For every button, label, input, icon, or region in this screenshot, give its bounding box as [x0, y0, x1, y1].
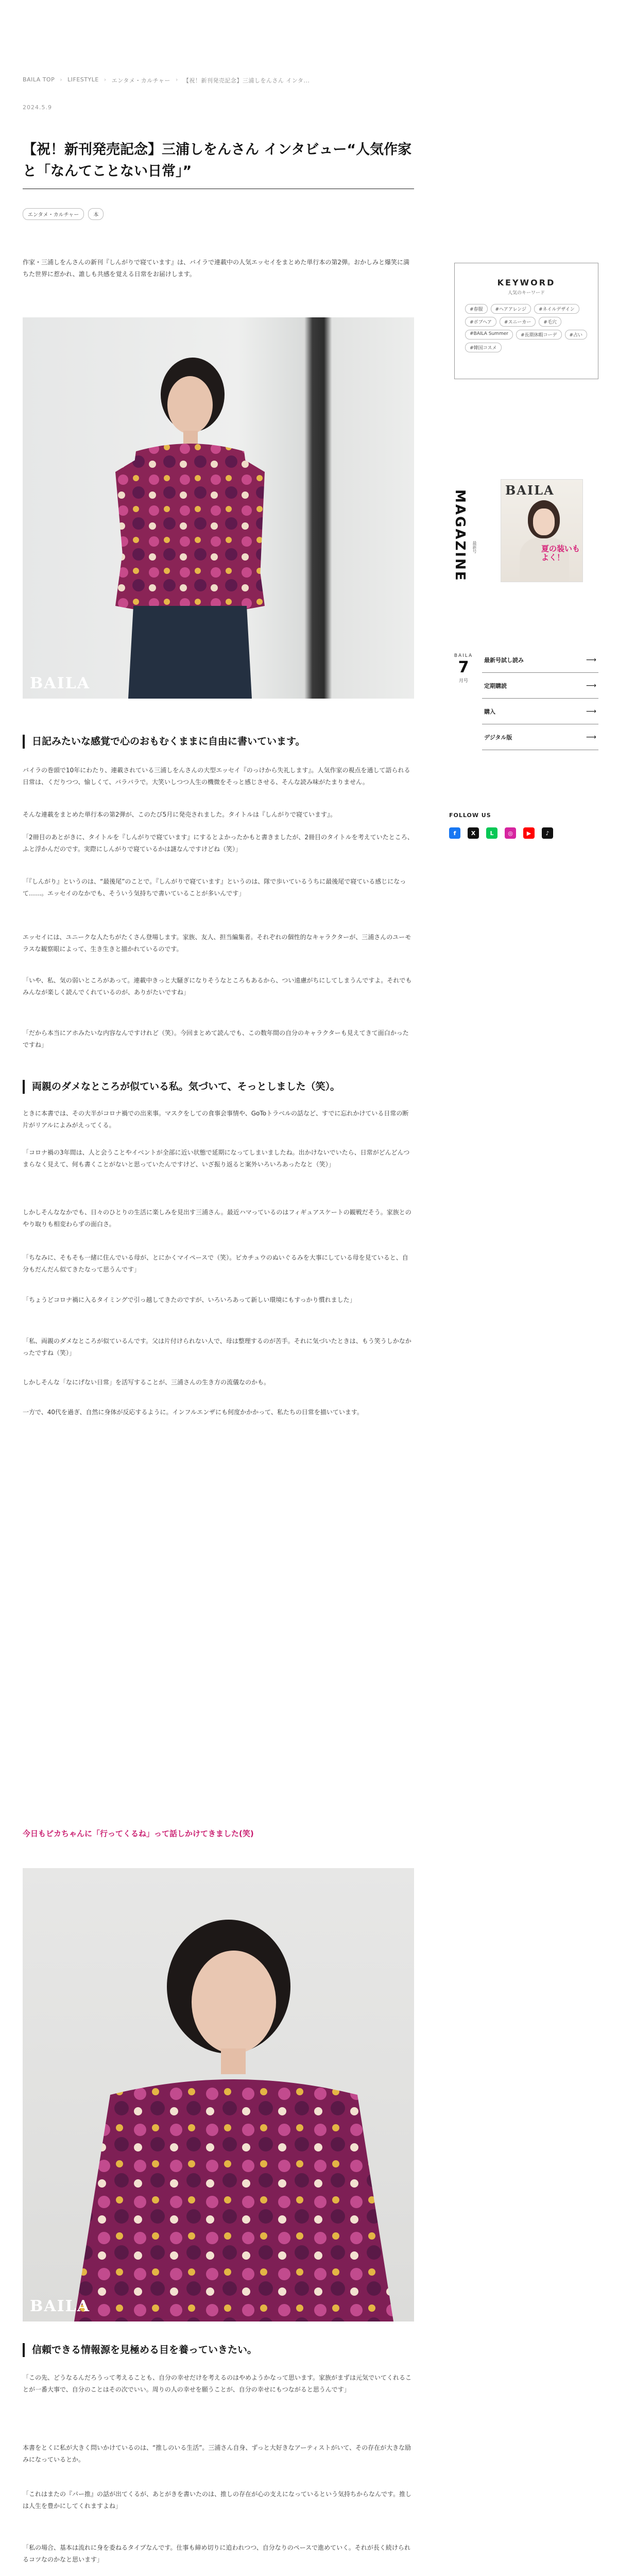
- breadcrumb-item-current: 【祝！新刊発売記念】三浦しをんさん インタ...: [183, 77, 310, 84]
- issue-brand: BAILA: [454, 653, 473, 658]
- paragraph: ときに本書では、その大半がコロナ禍での出来事。マスクをしての食事会事情や、GoToトラベルの話など、すでに忘れかけている日常の断片がリアルによみがえってくる。: [23, 1110, 409, 1129]
- arrow-right-icon: ⟶: [586, 681, 596, 690]
- issue-unit: 月号: [458, 679, 468, 684]
- breadcrumb-separator: ›: [60, 76, 63, 83]
- article-lead: 作家・三浦しをんさんの新刊『しんがりで寝ています』は、バイラで連載中の人気エッセイをまとめた単行本の第2弾。おかしみと爆笑に満ちた世界に惹かれ、誰しも共感を覚える日常をお届けします。: [23, 259, 410, 278]
- breadcrumb: [23, 76, 310, 84]
- keyword-tag[interactable]: #春服: [465, 304, 488, 314]
- paragraph: 「だから本当にアホみたいな内容なんですけれど（笑）。今回まとめて読んでも、この数年間の自分のキャラクターも見えてきて面白かったですね」: [23, 1029, 409, 1049]
- photo-credit-watermark: BAILA: [30, 2297, 91, 2315]
- keyword-tag[interactable]: #BAILA Summer: [465, 330, 513, 340]
- publish-date: 2024.5.9: [23, 104, 52, 111]
- paragraph: エッセイには、ユニークな人たちがたくさん登場します。家族、友人、担当編集者。それぞれの個性的なキャラクターが、三浦さんのユーモラスな観察眼によって、生き生きと描かれているのです。: [23, 934, 411, 953]
- author-portrait-illustration: [23, 317, 414, 699]
- section-heading-3: 信頼できる情報源を見極める目を養っていきたい。: [23, 2343, 414, 2357]
- issue-link-label: 定期購読: [484, 682, 507, 689]
- arrow-right-icon: ⟶: [586, 733, 596, 741]
- author-portrait-illustration: [23, 1868, 414, 2321]
- paragraph: 「コロナ禍の3年間は、人と会うことやイベントが全部に近い状態で延期になってしまいましたね。出かけないでいたら、日常がどんどんつまらなく見えて、何も書くことがないと思っていたんですけど、いざ振り返ると案外いろいろあったなと（笑）」: [23, 1149, 410, 1168]
- youtube-icon[interactable]: ▶: [523, 827, 535, 839]
- breadcrumb-item-lifestyle[interactable]: LIFESTYLE: [67, 76, 99, 83]
- keyword-tag[interactable]: #ネイルデザイン: [534, 304, 579, 314]
- keyword-box: [454, 263, 598, 379]
- keyword-tag[interactable]: #スニーカー: [500, 317, 536, 327]
- paragraph: 「この先、どうなるんだろうって考えることも、自分の幸せだけを考えるのはやめようかなって思います。家族がまずは元気でいてくれることが一番大事で、自分のことはその次でいい。周りの人の幸せを願うことが、自分の幸せにもつながると思うんです」: [23, 2374, 412, 2394]
- keyword-tag-list: [455, 296, 598, 352]
- arrow-right-icon: ⟶: [586, 655, 596, 664]
- magazine-sublabel: 最新号: [472, 541, 477, 553]
- instagram-icon[interactable]: ◎: [505, 827, 516, 839]
- section-heading-2: 両親のダメなところが似ている私。気づいて、そっとしました（笑）。: [23, 1080, 414, 1094]
- magazine-block: [449, 479, 598, 617]
- line-icon[interactable]: L: [486, 827, 497, 839]
- keyword-tag[interactable]: #毛穴: [539, 317, 561, 327]
- issue-link-list: [482, 647, 598, 750]
- arrow-right-icon: ⟶: [586, 707, 596, 716]
- keyword-tag[interactable]: #占い: [565, 330, 588, 340]
- paragraph: 「これはまたの『パー推』の話が出てくるが、あとがきを書いたのは、推しの存在が心の支えになっているという気持ちからなんです。推しは人生を豊かにしてくれますよね」: [23, 2490, 412, 2510]
- issue-link-trial-read[interactable]: [482, 647, 598, 673]
- paragraph: そんな連載をまとめた単行本の第2弾が、このたび5月に発売されました。タイトルは『しんがりで寝ています』。: [23, 811, 337, 818]
- breadcrumb-item-entertainment[interactable]: エンタメ・カルチャー: [111, 77, 170, 84]
- tiktok-icon[interactable]: ♪: [542, 827, 553, 839]
- paragraph: しかしそんななかでも、日々のひとりの生活に楽しみを見出す三浦さん。最近ハマっているのはフィギュアスケートの観戦だそう。家族とのやり取りも相変わらずの面白さ。: [23, 1209, 411, 1228]
- cover-model-face: [533, 509, 555, 535]
- author-photo-2: [23, 1868, 414, 2321]
- keyword-tag[interactable]: #韓国コスメ: [465, 343, 502, 352]
- social-icons: [449, 827, 553, 839]
- section-heading-1: 日記みたいな感覚で心のおもむくままに自由に書いています。: [23, 735, 414, 749]
- issue-link-label: 最新号試し読み: [484, 656, 524, 664]
- breadcrumb-item-top[interactable]: BAILA TOP: [23, 76, 55, 83]
- pull-quote-1: 今日もピカちゃんに「行ってくるね」って話しかけてきました(笑): [23, 1829, 254, 1838]
- paragraph: 「いや、私、気の弱いところがあって。連載中きっと大騒ぎになりそうなところもあるから、つい遠慮がちにしてしまうんですよ。それでもみんなが楽しく読んでくれているのが、ありがたいですね」: [23, 977, 412, 996]
- issue-link-subscription[interactable]: [482, 673, 598, 699]
- paragraph: 本書をとくに私が大きく問いかけているのは、“推しのいる生活”。三浦さん自身、ずっと大好きなアーティストがいて、その存在が大きな励みになっているとか。: [23, 2444, 411, 2464]
- paragraph: バイラの巻頭で10年にわたり、連載されている三浦しをんさんの大型エッセイ『のっけから失礼します』。人気作家の視点を通して語られる日常は、くだりつつ、愉しくて、バラバラで。大笑いしつつ人生の機微をそっと感じさせる、そんな読み味がたまりません。: [23, 767, 410, 786]
- paragraph: 「『しんがり』というのは、“最後尾”のことで。『しんがりで寝ています』というのは、隊で歩いているうちに最後尾で寝ている感じになって……。エッセイのなかでも、そういう気持ちで書いていることが多いんです」: [23, 878, 406, 897]
- issue-number: 7: [458, 658, 469, 676]
- magazine-cover-copy: 夏の装いも よく！: [541, 544, 580, 562]
- keyword-subtitle: 人気のキーワード: [507, 291, 545, 296]
- keyword-tag[interactable]: #ボブヘア: [465, 317, 496, 327]
- breadcrumb-separator: ›: [175, 76, 178, 83]
- keyword-tag[interactable]: #ヘアアレンジ: [491, 304, 531, 314]
- photo-credit-watermark: BAILA: [30, 674, 91, 692]
- tag-entertainment[interactable]: エンタメ・カルチャー: [23, 208, 84, 220]
- paragraph: 「ちょうどコロナ禍に入るタイミングで引っ越してきたのですが、いろいろあって新しい環境にもすっかり慣れました」: [23, 1296, 356, 1303]
- article-title: 【祝！新刊発売記念】三浦しをんさん インタビュー“人気作家と「なんてことない日常」”: [23, 142, 412, 179]
- paragraph: 「私の場合、基本は流れに身を委ねるタイプなんです。仕事も締め切りに追われつつ、自分なりのペースで進めていく。それが長く続けられるコツなのかなと思います」: [23, 2544, 410, 2564]
- facebook-icon[interactable]: f: [449, 827, 460, 839]
- breadcrumb-separator: ›: [104, 76, 107, 83]
- issue-link-label: デジタル版: [484, 734, 512, 741]
- keyword-tag[interactable]: #長期休暇コーデ: [516, 330, 562, 340]
- magazine-cover-title: BAILA: [505, 483, 555, 498]
- follow-us-label: FOLLOW US: [449, 812, 491, 819]
- paragraph: しかしそんな「なにげない日常」を活写することが、三浦さんの生き方の流儀なのかも。: [23, 1379, 270, 1386]
- paragraph: 「私、両親のダメなところが似ているんです。父は片付けられない人で、母は整理するのが苦手。それに気づいたときは、もう笑うしかなかったですね（笑）」: [23, 1337, 411, 1357]
- issue-link-digital[interactable]: [482, 724, 598, 750]
- issue-link-label: 購入: [484, 708, 495, 715]
- author-photo-1: [23, 317, 414, 699]
- paragraph: 「ちなみに、そもそも一緒に住んでいる母が、とにかくマイペースで（笑）。ピカチュウのぬいぐるみを大事にしている母を見ていると、自分もだんだん似てきたなって思うんです」: [23, 1254, 408, 1274]
- paragraph: 一方で、40代を過ぎ、自然に身体が反応するように。インフルエンザにも何度かかかって、私たちの日常を描いています。: [23, 1409, 363, 1416]
- article-tags: [23, 208, 104, 220]
- issue-badge: [449, 653, 478, 684]
- tag-book[interactable]: 本: [88, 208, 104, 220]
- issue-link-purchase[interactable]: [482, 699, 598, 724]
- paragraph: 「2冊目のあとがきに、タイトルを『しんがりで寝ています』にするとよかったかもと書きましたが、2冊目のタイトルを考えていたところ、ふと浮かんだのです。実際にしんがりで寝ているかは謎なんですけどね（笑）」: [23, 834, 414, 853]
- magazine-label: MAGAZINE: [452, 489, 468, 582]
- keyword-title: KEYWORD: [497, 278, 556, 287]
- x-icon[interactable]: X: [468, 827, 479, 839]
- magazine-cover[interactable]: [501, 479, 583, 582]
